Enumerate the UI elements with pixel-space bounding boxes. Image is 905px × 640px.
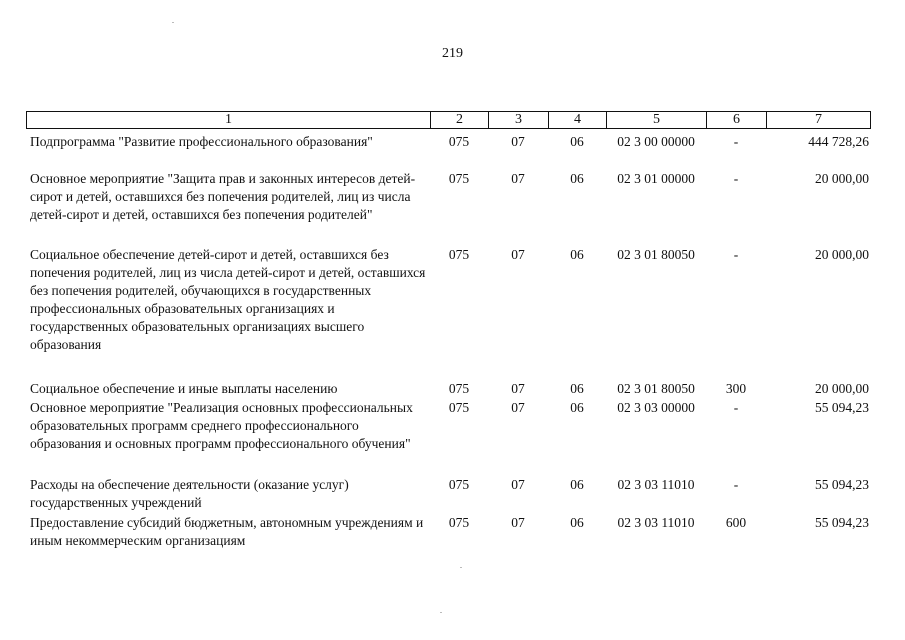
row-col-7: 20 000,00 (815, 247, 869, 262)
row-col-5: 02 3 03 00000 (617, 400, 695, 415)
row-col-4: 06 (570, 247, 584, 262)
scan-speck (460, 567, 462, 568)
row-col-7: 55 094,23 (815, 477, 869, 492)
row-col-2: 075 (448, 134, 470, 149)
row-col-2: 075 (448, 400, 470, 415)
row-col-3: 07 (511, 400, 525, 415)
row-col-5: 02 3 01 80050 (617, 381, 695, 396)
row-col-4: 06 (570, 477, 584, 492)
row-col-6: - (733, 247, 739, 262)
column-header-5: 5 (607, 112, 707, 129)
row-col-6: 300 (725, 381, 747, 396)
row-col-3: 07 (511, 134, 525, 149)
page-number: 219 (442, 46, 463, 61)
row-name: Предоставление субсидий бюджетным, автономным учреждениям и иным некоммерческим организациям (30, 515, 424, 548)
row-col-7: 20 000,00 (815, 381, 869, 396)
row-col-7: 20 000,00 (815, 171, 869, 186)
row-col-2: 075 (448, 247, 470, 262)
row-col-5: 02 3 01 00000 (617, 171, 695, 186)
row-col-3: 07 (511, 477, 525, 492)
row-col-6: 600 (725, 515, 747, 530)
row-col-7: 55 094,23 (815, 400, 869, 415)
column-header-7: 7 (767, 112, 871, 129)
row-col-5: 02 3 00 00000 (617, 134, 695, 149)
row-col-6: - (733, 400, 739, 415)
row-col-4: 06 (570, 171, 584, 186)
row-col-6: - (733, 477, 739, 492)
row-col-5: 02 3 03 11010 (617, 515, 695, 530)
column-header-3: 3 (489, 112, 549, 129)
column-header-1: 1 (27, 112, 431, 129)
row-name: Социальное обеспечение и иные выплаты населению (30, 381, 338, 396)
row-name: Основное мероприятие "Реализация основных профессиональных образовательных программ среднего профессионального образования и основных программ профессионального обучения" (30, 400, 413, 451)
scan-speck (172, 22, 174, 23)
row-col-3: 07 (511, 171, 525, 186)
row-col-4: 06 (570, 400, 584, 415)
row-col-4: 06 (570, 134, 584, 149)
row-col-6: - (733, 171, 739, 186)
row-col-7: 55 094,23 (815, 515, 869, 530)
row-col-5: 02 3 03 11010 (617, 477, 695, 492)
row-name: Основное мероприятие "Защита прав и законных интересов детей-сирот и детей, оставшихся без попечения родителей, лиц из числа детей-сирот и детей, оставшихся без попечения родителей" (30, 171, 416, 222)
row-col-4: 06 (570, 515, 584, 530)
row-col-2: 075 (448, 381, 470, 396)
row-col-3: 07 (511, 515, 525, 530)
row-name: Расходы на обеспечение деятельности (оказание услуг) государственных учреждений (30, 477, 349, 510)
row-col-6: - (733, 134, 739, 149)
row-col-2: 075 (448, 515, 470, 530)
column-header-2: 2 (431, 112, 489, 129)
scan-speck (440, 612, 442, 613)
row-col-2: 075 (448, 477, 470, 492)
column-header-6: 6 (707, 112, 767, 129)
row-col-3: 07 (511, 381, 525, 396)
row-name: Социальное обеспечение детей-сирот и детей, оставшихся без попечения родителей, лиц из числа детей-сирот и детей, оставшихся без попечения родителей, обучающихся в государственных профессиональных образовательных организациях и государственных образовательных организациях высшего образования (30, 247, 426, 352)
row-col-4: 06 (570, 381, 584, 396)
row-col-5: 02 3 01 80050 (617, 247, 695, 262)
row-name: Подпрограмма "Развитие профессионального образования" (30, 134, 373, 149)
column-header-4: 4 (549, 112, 607, 129)
row-col-7: 444 728,26 (808, 134, 869, 149)
row-col-3: 07 (511, 247, 525, 262)
row-col-2: 075 (448, 171, 470, 186)
